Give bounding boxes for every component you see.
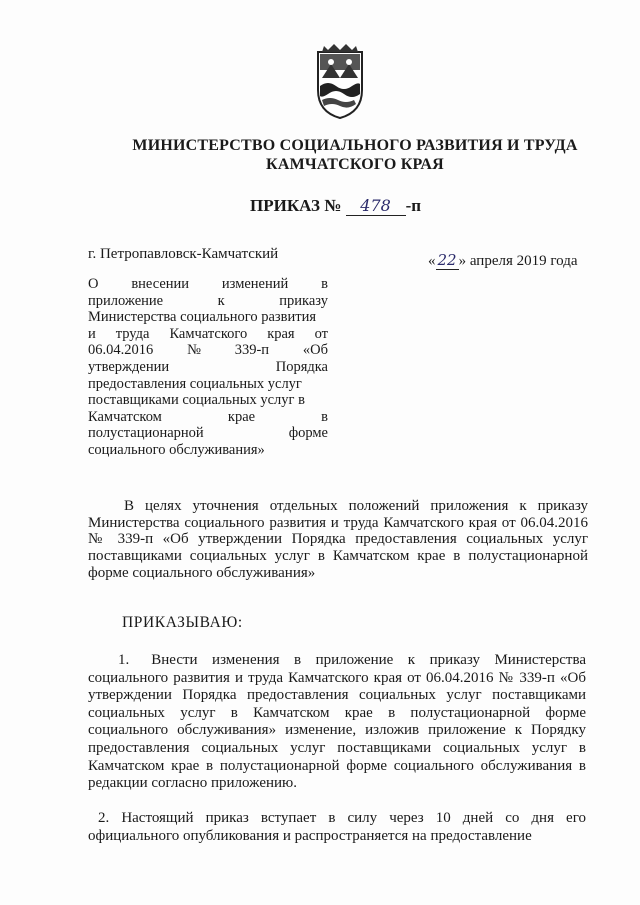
subject-word: приказу: [279, 292, 328, 309]
subject-word: крае: [227, 408, 256, 425]
subject-line: [88, 326, 328, 343]
subject-line: [88, 342, 328, 359]
subject-word: утверждении: [88, 358, 170, 375]
subject-line: [88, 376, 328, 393]
preamble: [88, 498, 588, 582]
subject-line: [88, 442, 328, 459]
ministry-title-line-2: КАМЧАТСКОГО КРАЯ: [266, 156, 444, 173]
subject-word: к: [217, 292, 225, 309]
date-day: 22: [437, 251, 457, 269]
order-word: ПРИКАЗЫВАЮ:: [122, 614, 243, 631]
subject-line: [88, 409, 328, 426]
subject-word: полустационарной: [88, 425, 204, 442]
subject-line: [88, 392, 328, 409]
subject-word: Порядка: [275, 358, 328, 375]
subject-line: [88, 276, 328, 293]
subject-word: №: [187, 342, 201, 359]
subject-word: О: [88, 276, 99, 292]
subject-word: социального обслуживания»: [88, 441, 265, 458]
subject-word: «Об: [302, 342, 328, 359]
subject-word: предоставления социальных услуг: [88, 375, 302, 392]
item-1-text: Внести изменения в приложение к приказу Министерства социального развития и труда Камчатского края от 06.04.2016 № 339-п «Об утверждении Порядка предоставления социальных услуг поставщиками социальных услуг в Камчатском крае в полустационарной форме социального обслуживания» изменение, изложив приложение к Порядку предоставления социальных услуг поставщиками социальных услуг в Камчатском крае в полустационарной форме социального обслуживания в редакции согласно приложению.: [88, 652, 586, 792]
subject-word: внесении: [131, 276, 190, 292]
order-subject: [88, 276, 328, 459]
subject-word: приложение: [88, 292, 164, 309]
subject-line: [88, 309, 328, 326]
subject-word: 06.04.2016: [88, 342, 154, 359]
item-1-number: 1.: [118, 652, 130, 668]
place-of-issue: г. Петропавловск-Камчатский: [88, 246, 279, 262]
subject-word: поставщиками социальных услуг в: [88, 392, 305, 409]
subject-word: Камчатском: [88, 408, 162, 425]
subject-word: форме: [288, 425, 328, 442]
order-date: [428, 251, 578, 270]
subject-word: 339-п: [234, 342, 270, 359]
subject-line: [88, 293, 328, 310]
preamble-text: В целях уточнения отдельных положений приложения к приказу Министерства социального развития и труда Камчатского края от 06.04.2016 № 339-п «Об утверждении Порядка предоставления социальных услуг поставщиками социальных услуг в Камчатском крае в полустационарной форме социального обслуживания»: [88, 498, 588, 581]
subject-word: от: [314, 325, 328, 342]
order-item-2: [88, 810, 586, 845]
subject-word: Камчатского: [169, 325, 248, 342]
ministry-title: [80, 136, 630, 174]
subject-word: труда: [115, 325, 150, 342]
date-month-year: апреля 2019 года: [469, 253, 578, 269]
subject-word: и: [88, 325, 96, 342]
date-open-quote: «: [428, 253, 436, 269]
item-2-text: 2. Настоящий приказ вступает в силу через 10 дней со дня его официального опубликования и распространяется на предоставление: [88, 810, 586, 844]
order-number: 478: [346, 196, 406, 216]
date-close-quote: »: [458, 253, 467, 269]
order-label: ПРИКАЗ №: [250, 196, 342, 215]
order-suffix: -п: [405, 196, 422, 215]
order-heading: [250, 196, 490, 216]
subject-word: края: [267, 325, 295, 342]
subject-word: в: [321, 408, 328, 425]
subject-word: в: [321, 276, 328, 292]
order-item-1: [88, 652, 586, 793]
subject-word: Министерства социального развития: [88, 309, 316, 326]
subject-line: [88, 425, 328, 442]
subject-word: изменений: [221, 276, 289, 292]
subject-line: [88, 359, 328, 376]
ministry-title-line-1: МИНИСТЕРСТВО СОЦИАЛЬНОГО РАЗВИТИЯ И ТРУДА: [132, 137, 578, 154]
kamchatka-coat-of-arms-icon: [314, 42, 366, 120]
